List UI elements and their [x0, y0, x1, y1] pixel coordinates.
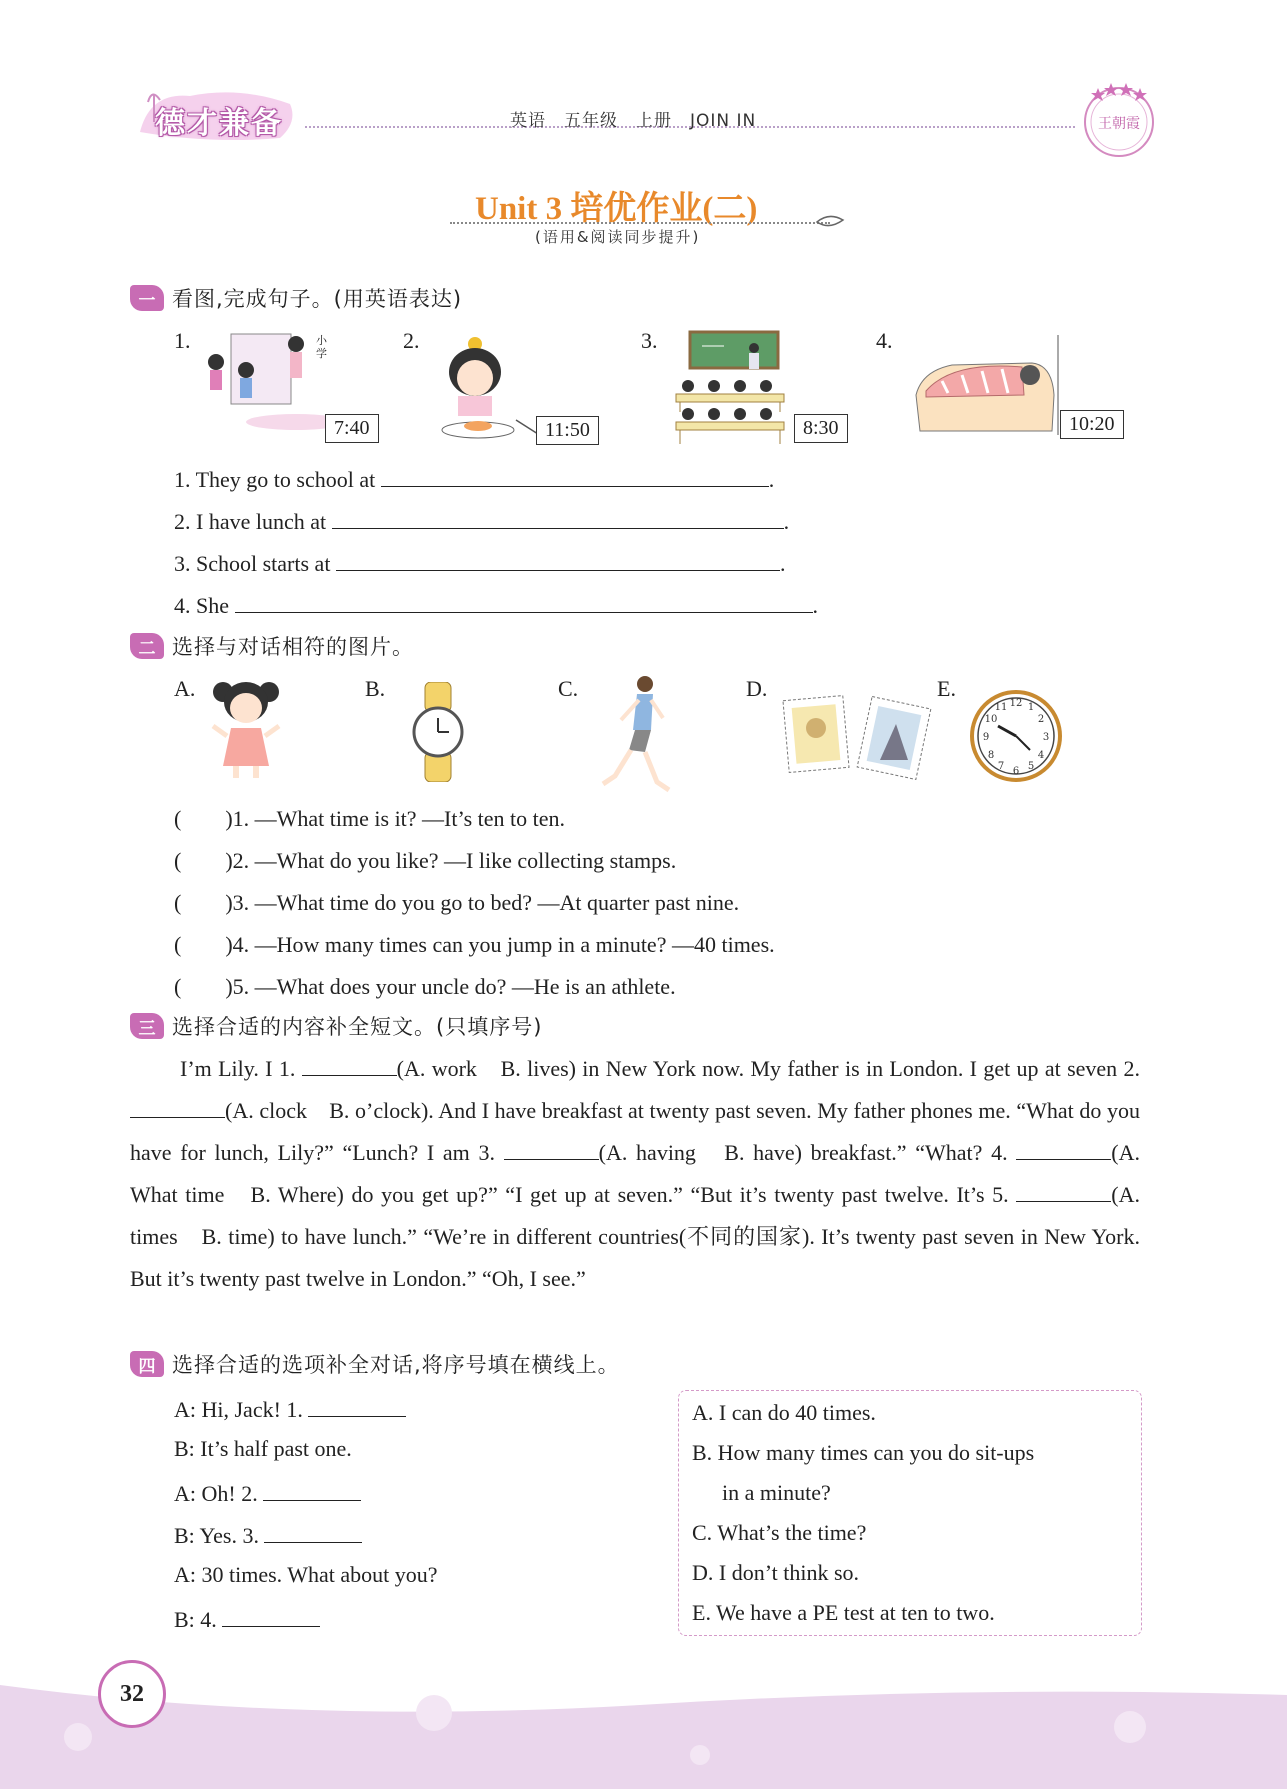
picture4-time: 10:20	[1060, 410, 1124, 439]
watch-image	[405, 682, 475, 782]
cloze-blank-4[interactable]	[1016, 1137, 1111, 1160]
publisher-seal	[1078, 78, 1160, 160]
picture2-number: 2.	[403, 328, 420, 353]
answer-blank-3[interactable]	[336, 548, 780, 571]
girl-sleeping-image	[912, 335, 1062, 437]
picture4-number: 4.	[876, 328, 893, 353]
svg-text:8: 8	[987, 750, 995, 761]
choice-e: E. We have a PE test at ten to two.	[692, 1600, 995, 1625]
jumping-girl-image	[205, 676, 287, 786]
picture1-number: 1.	[174, 328, 191, 353]
svg-text:3: 3	[1042, 732, 1050, 743]
svg-text:12: 12	[1009, 698, 1023, 709]
option-c-label: C.	[558, 676, 579, 701]
option-a-label: A.	[174, 676, 196, 701]
sentence4: 4. She .	[174, 590, 818, 619]
cloze-blank-2[interactable]	[130, 1095, 225, 1118]
unit-title: Unit 3 培优作业(二)	[475, 191, 758, 227]
dialog-blank-4[interactable]	[222, 1604, 320, 1627]
svg-text:5: 5	[1027, 761, 1035, 772]
section1-heading: 看图,完成句子。(用英语表达)	[172, 287, 463, 311]
school-sign: 小学	[316, 334, 327, 360]
sentence1: 1. They go to school at .	[174, 464, 774, 493]
unit-subtitle: (语用&阅读同步提升)	[535, 228, 701, 246]
section3-heading: 选择合适的内容补全短文。(只填序号)	[172, 1015, 543, 1039]
section1-badge: 一	[130, 285, 164, 311]
choice-b-cont: in a minute?	[722, 1480, 831, 1505]
cloze-blank-3[interactable]	[504, 1137, 599, 1160]
matching-item-1: ( )1. —What time is it? —It’s ten to ten.	[174, 806, 566, 831]
section2-badge: 二	[130, 633, 164, 659]
classroom-image	[668, 328, 796, 448]
footer-decoration	[0, 1665, 1287, 1789]
choice-d: D. I don’t think so.	[692, 1560, 860, 1585]
cloze-blank-1[interactable]	[302, 1053, 397, 1076]
dialog-line-5: A: 30 times. What about you?	[174, 1562, 438, 1587]
svg-text:2: 2	[1037, 714, 1045, 725]
section3-badge: 三	[130, 1013, 164, 1039]
dialog-blank-3[interactable]	[264, 1520, 362, 1543]
dialog-line-4: B: Yes. 3.	[174, 1520, 362, 1549]
dialog-blank-2[interactable]	[263, 1478, 361, 1501]
page-number: 32	[98, 1660, 166, 1728]
svg-text:9: 9	[982, 732, 990, 743]
svg-text:10: 10	[984, 714, 998, 725]
section4-header	[130, 1350, 620, 1378]
section4-heading: 选择合适的选项补全对话,将序号填在横线上。	[172, 1353, 620, 1377]
answer-blank-1[interactable]	[381, 464, 769, 487]
dialog-line-1: A: Hi, Jack! 1.	[174, 1394, 406, 1423]
matching-item-3: ( )3. —What time do you go to bed? —At quarter past nine.	[174, 890, 740, 915]
leaf-icon	[815, 212, 845, 232]
svg-text:4: 4	[1037, 750, 1045, 761]
title-divider	[450, 222, 830, 224]
picture2-time: 11:50	[536, 416, 599, 445]
section3-header	[130, 1012, 542, 1040]
picture3-time: 8:30	[794, 414, 848, 443]
clock-icon	[968, 688, 1064, 784]
svg-text:6: 6	[1012, 766, 1020, 777]
svg-text:1: 1	[1027, 702, 1035, 713]
cloze-passage: I’m Lily. I 1. (A. work B. lives) in New York now. My father is in London. I get up at seven 2. (A. clock B. o’clock). And I have breakfast at twenty past seven. My father phones me. “What do you have for lunch, Lily?” “Lunch? I am 3. (A. having B. have) breakfast.” “What? 4. (A. What time B. Where) do you get up?” “I get up at seven.” “But it’s twenty past twelve. It’s 5. (A. times B. time) to have lunch.” “We’re in different countries(不同的国家). It’s twenty past seven in New York. But it’s twenty past twelve in London.” “Oh, I see.”	[130, 1048, 1140, 1300]
choice-c: C. What’s the time?	[692, 1520, 867, 1545]
girl-eating-lunch-image	[420, 330, 540, 450]
option-b-label: B.	[365, 676, 386, 701]
answer-blank-4[interactable]	[235, 590, 813, 613]
header-title: 英语 五年级 上册 JOIN IN	[510, 111, 757, 131]
matching-item-2: ( )2. —What do you like? —I like collecting stamps.	[174, 848, 677, 873]
dialog-line-6: B: 4.	[174, 1604, 320, 1633]
sentence2: 2. I have lunch at .	[174, 506, 789, 535]
picture3-number: 3.	[641, 328, 658, 353]
dialog-line-3: A: Oh! 2.	[174, 1478, 361, 1507]
matching-item-4: ( )4. —How many times can you jump in a minute? —40 times.	[174, 932, 775, 957]
section2-header	[130, 632, 414, 660]
section4-badge: 四	[130, 1351, 164, 1377]
cloze-blank-5[interactable]	[1016, 1179, 1111, 1202]
matching-item-5: ( )5. —What does your uncle do? —He is an athlete.	[174, 974, 676, 999]
option-e-label: E.	[937, 676, 956, 701]
svg-text:11: 11	[994, 702, 1008, 713]
choice-a: A. I can do 40 times.	[692, 1400, 876, 1425]
logo-text: 德才兼备	[155, 106, 283, 141]
dialog-blank-1[interactable]	[308, 1394, 406, 1417]
stamps-image	[780, 690, 940, 790]
svg-text:7: 7	[997, 761, 1005, 772]
choice-b: B. How many times can you do sit-ups	[692, 1440, 1035, 1465]
answer-blank-2[interactable]	[332, 506, 784, 529]
section1-header	[130, 284, 462, 312]
svg-text:王朝霞: 王朝霞	[1098, 116, 1140, 132]
section2-heading: 选择与对话相符的图片。	[172, 635, 414, 659]
dialog-line-2: B: It’s half past one.	[174, 1436, 352, 1461]
option-d-label: D.	[746, 676, 768, 701]
runner-image	[595, 672, 675, 798]
sentence3: 3. School starts at .	[174, 548, 785, 577]
picture1-time: 7:40	[325, 414, 379, 443]
